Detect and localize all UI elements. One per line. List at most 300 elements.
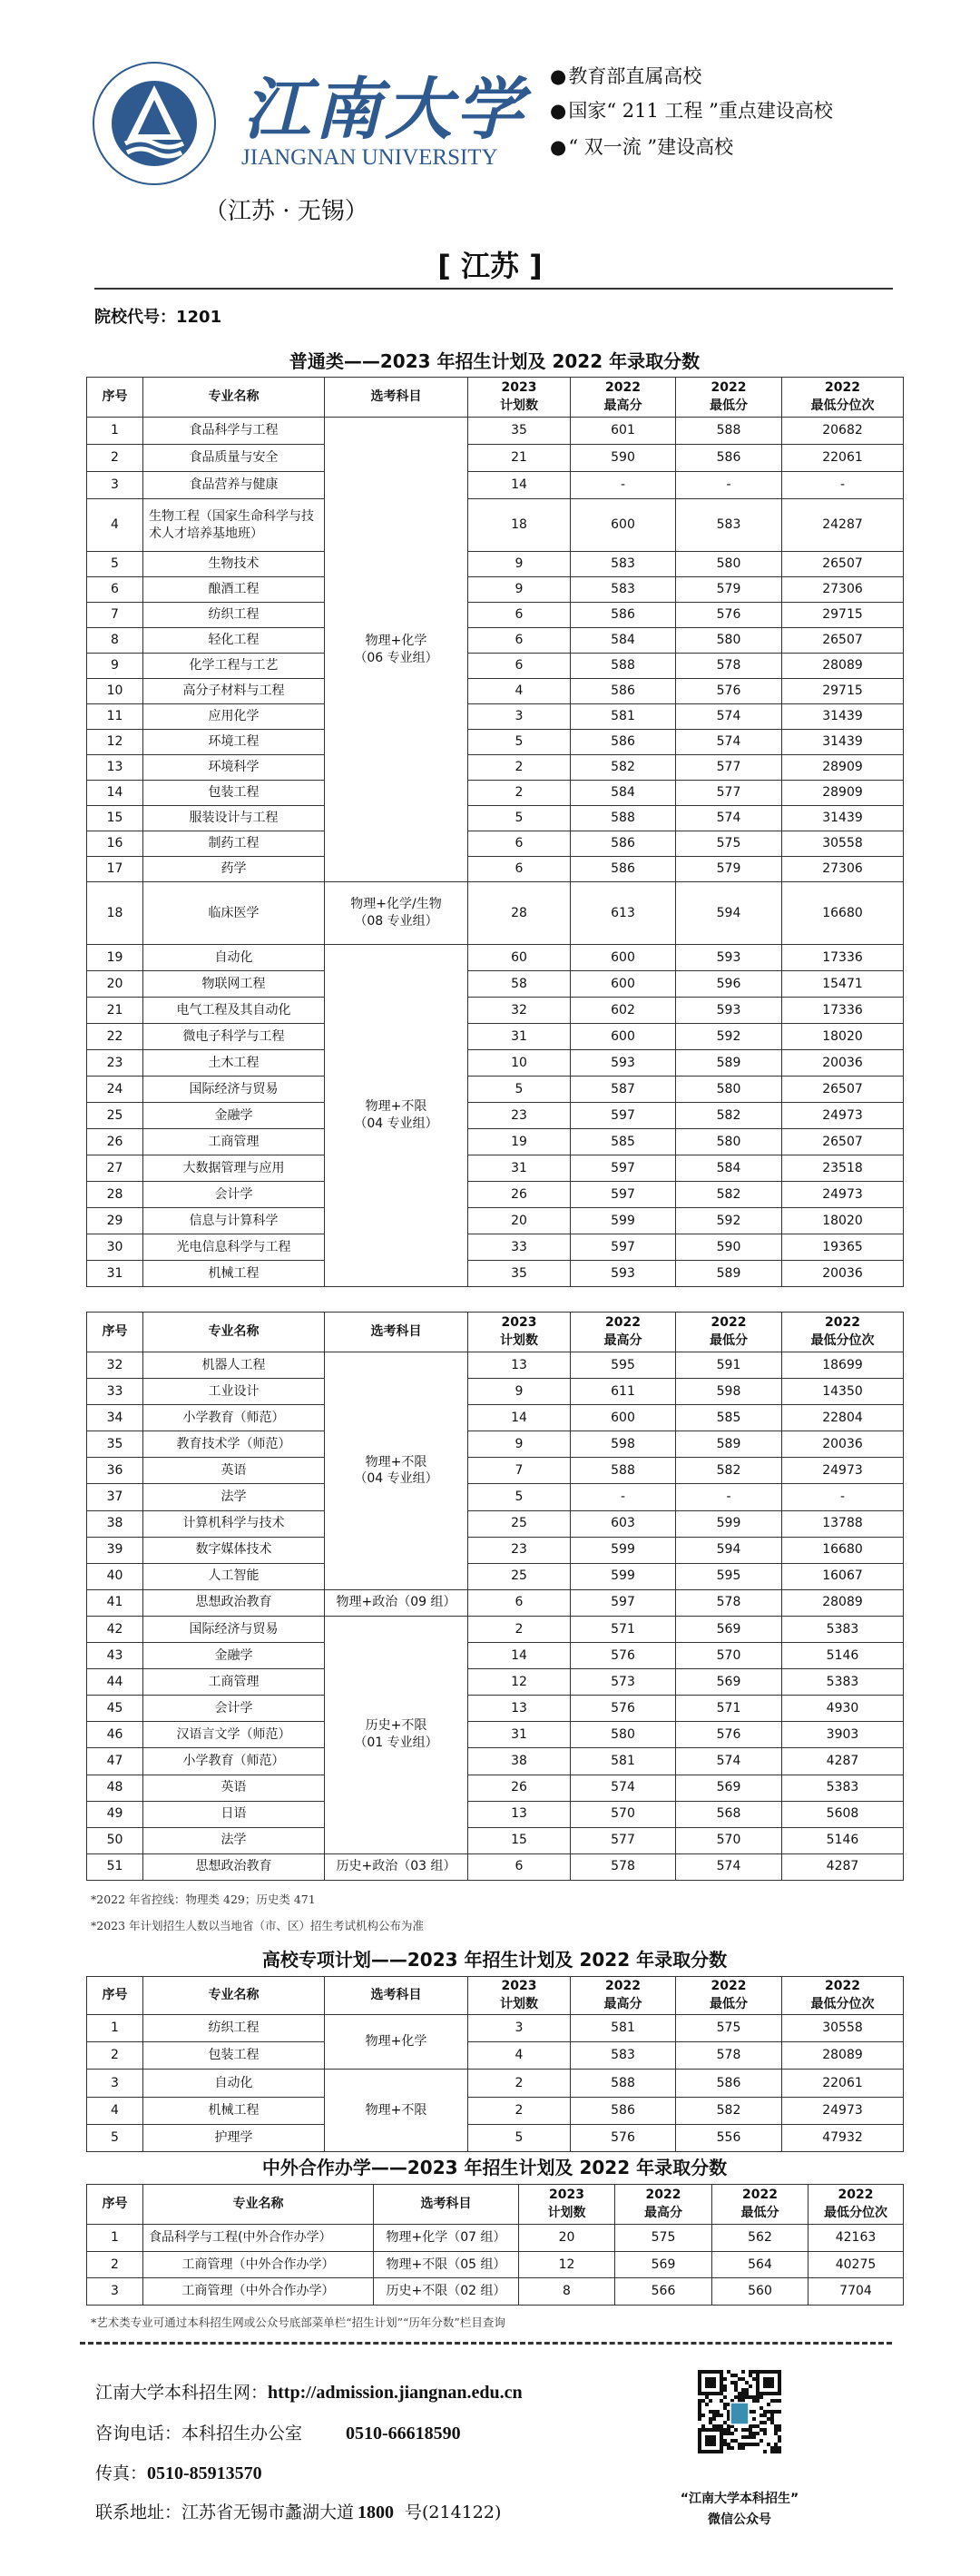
address-number: 1800 xyxy=(358,2502,395,2522)
max-score: 584 xyxy=(571,628,676,654)
plan-count: 5 xyxy=(468,730,571,755)
max-score: 611 xyxy=(571,1379,676,1405)
min-score: 571 xyxy=(676,1696,782,1722)
table-row xyxy=(87,1208,904,1234)
major-name: 思想政治教育 xyxy=(143,1589,325,1616)
max-score: 600 xyxy=(571,971,676,998)
table-row xyxy=(87,882,904,945)
column-header xyxy=(468,1977,571,2015)
table-row xyxy=(87,1050,904,1077)
school-code: 院校代号：1201 xyxy=(94,308,222,327)
max-score: 570 xyxy=(571,1801,676,1827)
major-name: 纺织工程 xyxy=(143,603,325,628)
bullet-2: ● 国家“ 211 工程 ”重点建设高校 xyxy=(550,96,833,123)
subject-text: 物理+不限 xyxy=(365,1099,427,1115)
major-name: 英语 xyxy=(143,1775,325,1801)
table-row xyxy=(87,628,904,654)
max-score: 576 xyxy=(571,1696,676,1722)
score-table-4 xyxy=(86,2184,904,2306)
min-rank: 31439 xyxy=(782,730,904,755)
major-name: 土木工程 xyxy=(143,1050,325,1077)
column-header-text: 最低分位次 xyxy=(810,1332,875,1348)
column-header xyxy=(519,2185,615,2225)
major-name: 药学 xyxy=(143,857,325,882)
table-row xyxy=(87,945,904,971)
column-header-text: 最高分 xyxy=(603,1332,642,1348)
row-number: 3 xyxy=(87,472,143,499)
table-row xyxy=(87,2042,904,2070)
min-rank: 16680 xyxy=(782,1537,904,1563)
plan-count: 9 xyxy=(468,1431,571,1458)
logo-calligraphy: 江南大学 xyxy=(243,71,526,149)
row-number: 2 xyxy=(87,445,143,472)
min-score: 574 xyxy=(676,1748,782,1775)
plan-count: 9 xyxy=(468,1379,571,1405)
plan-count: 13 xyxy=(468,1352,571,1379)
table-row xyxy=(87,1616,904,1642)
major-name: 环境工程 xyxy=(143,730,325,755)
column-header-text: 2022 xyxy=(605,1314,641,1330)
dashed-divider xyxy=(80,2342,892,2345)
location: （江苏 · 无锡） xyxy=(204,198,368,225)
table-row xyxy=(87,1801,904,1827)
subject-text: 历史+政治（03 组） xyxy=(336,1859,456,1874)
max-score: 595 xyxy=(571,1352,676,1379)
table-row xyxy=(87,1563,904,1589)
plan-count: 32 xyxy=(468,998,571,1024)
plan-count: 9 xyxy=(468,577,571,603)
row-number: 10 xyxy=(87,679,143,704)
subject-requirement xyxy=(325,2070,468,2152)
major-name: 金融学 xyxy=(143,1103,325,1129)
column-header-text: 专业名称 xyxy=(208,1323,260,1339)
plan-count: 23 xyxy=(468,1103,571,1129)
min-score: 574 xyxy=(676,704,782,730)
table-row xyxy=(87,1458,904,1484)
row-number: 17 xyxy=(87,857,143,882)
min-score: 582 xyxy=(676,1103,782,1129)
column-header xyxy=(782,1977,904,2015)
major-name: 高分子材料与工程 xyxy=(143,679,325,704)
plan-count: 25 xyxy=(468,1563,571,1589)
major-name: 工商管理（中外合作办学） xyxy=(143,2251,374,2278)
subject-requirement xyxy=(325,1853,468,1880)
column-header xyxy=(143,378,325,418)
subject-requirement xyxy=(325,2015,468,2070)
column-header-text: 2023 xyxy=(501,1314,537,1330)
min-rank: 28089 xyxy=(782,1589,904,1616)
row-number: 20 xyxy=(87,971,143,998)
column-header-text: 2022 xyxy=(825,1314,860,1330)
min-score: 585 xyxy=(676,1405,782,1431)
website-label: 江南大学本科招生网： xyxy=(95,2383,269,2403)
max-score: 601 xyxy=(571,418,676,445)
plan-count: 6 xyxy=(468,831,571,857)
min-rank: 22061 xyxy=(782,445,904,472)
row-number: 13 xyxy=(87,755,143,781)
row-number: 41 xyxy=(87,1589,143,1616)
table-row xyxy=(87,1669,904,1696)
max-score: 613 xyxy=(571,882,676,945)
max-score: 586 xyxy=(571,2097,676,2124)
min-score: 593 xyxy=(676,998,782,1024)
max-score: 585 xyxy=(571,1129,676,1155)
major-name: 应用化学 xyxy=(143,704,325,730)
max-score: 599 xyxy=(571,1537,676,1563)
note-plan: *2023 年计划招生人数以当地省（市、区）招生考试机构公布为准 xyxy=(91,1919,425,1932)
min-score: 592 xyxy=(676,1024,782,1050)
plan-count: 5 xyxy=(468,1077,571,1103)
column-header-text: 计划数 xyxy=(500,1996,538,2011)
max-score: 588 xyxy=(571,1458,676,1484)
row-number: 16 xyxy=(87,831,143,857)
table-row xyxy=(87,1182,904,1208)
min-rank: 26507 xyxy=(782,1077,904,1103)
table-row xyxy=(87,1643,904,1669)
table-row xyxy=(87,831,904,857)
max-score: 581 xyxy=(571,1748,676,1775)
min-rank: 4287 xyxy=(782,1748,904,1775)
major-name: 食品营养与健康 xyxy=(143,472,325,499)
major-name: 金融学 xyxy=(143,1643,325,1669)
max-score: 576 xyxy=(571,2124,676,2151)
plan-count: 2 xyxy=(468,755,571,781)
plan-count: 35 xyxy=(468,1261,571,1287)
major-name: 法学 xyxy=(143,1827,325,1853)
table-row xyxy=(87,998,904,1024)
min-score: 589 xyxy=(676,1431,782,1458)
column-header-text: 序号 xyxy=(102,1323,128,1339)
subject-text: 物理+化学/生物 xyxy=(350,897,442,912)
row-number: 46 xyxy=(87,1722,143,1748)
max-score: 600 xyxy=(571,499,676,552)
row-number: 23 xyxy=(87,1050,143,1077)
column-header-text: 最低分位次 xyxy=(810,1996,875,2011)
column-header xyxy=(676,1313,782,1352)
subject-text: 物理+政治（09 组） xyxy=(336,1595,456,1610)
website-link[interactable]: http://admission.jiangnan.edu.cn xyxy=(268,2383,523,2403)
note-control-line: *2022 年省控线：物理类 429；历史类 471 xyxy=(91,1893,316,1906)
table-row xyxy=(87,2225,904,2252)
table-row xyxy=(87,730,904,755)
row-number: 2 xyxy=(87,2251,143,2278)
min-rank: 23518 xyxy=(782,1155,904,1182)
min-score: 570 xyxy=(676,1643,782,1669)
plan-count: 28 xyxy=(468,882,571,945)
plan-count: 33 xyxy=(468,1234,571,1261)
row-number: 50 xyxy=(87,1827,143,1853)
min-rank: 16067 xyxy=(782,1563,904,1589)
max-score: 598 xyxy=(571,1431,676,1458)
min-score: 582 xyxy=(676,1182,782,1208)
plan-count: 31 xyxy=(468,1722,571,1748)
max-score: 603 xyxy=(571,1510,676,1537)
column-header-text: 选考科目 xyxy=(370,388,422,404)
plan-count: 5 xyxy=(468,2124,571,2151)
fax-label: 传真： xyxy=(95,2463,148,2483)
min-rank: 18020 xyxy=(782,1024,904,1050)
min-score: 589 xyxy=(676,1261,782,1287)
university-logo xyxy=(91,60,218,187)
plan-count: 3 xyxy=(468,704,571,730)
row-number: 1 xyxy=(87,2015,143,2042)
min-rank: 24973 xyxy=(782,1458,904,1484)
row-number: 1 xyxy=(87,418,143,445)
major-name: 自动化 xyxy=(143,945,325,971)
min-rank: 28089 xyxy=(782,654,904,679)
major-name: 酿酒工程 xyxy=(143,577,325,603)
table-row xyxy=(87,679,904,704)
min-rank: 18020 xyxy=(782,1208,904,1234)
row-number: 11 xyxy=(87,704,143,730)
min-score: 564 xyxy=(712,2251,808,2278)
min-score: 578 xyxy=(676,654,782,679)
min-rank: 26507 xyxy=(782,628,904,654)
plan-count: 31 xyxy=(468,1155,571,1182)
column-header-text: 计划数 xyxy=(547,2205,586,2220)
max-score: 586 xyxy=(571,857,676,882)
plan-count: 58 xyxy=(468,971,571,998)
group-code: （04 专业组） xyxy=(354,1471,438,1487)
column-header-text: 2022 xyxy=(710,1314,747,1330)
table-row xyxy=(87,445,904,472)
table-row xyxy=(87,654,904,679)
min-score: 570 xyxy=(676,1827,782,1853)
row-number: 6 xyxy=(87,577,143,603)
table-row xyxy=(87,1775,904,1801)
table-title: 高校专项计划——2023 年招生计划及 2022 年录取分数 xyxy=(261,1949,728,1971)
column-header-text: 最高分 xyxy=(603,1996,642,2011)
plan-count: 6 xyxy=(468,628,571,654)
subject-text: 历史+不限（02 组） xyxy=(386,2284,506,2299)
min-score: - xyxy=(676,1484,782,1510)
min-rank: 20036 xyxy=(782,1261,904,1287)
plan-count: 6 xyxy=(468,603,571,628)
header-row xyxy=(87,1313,904,1352)
plan-count: 6 xyxy=(468,654,571,679)
max-score: 599 xyxy=(571,1208,676,1234)
plan-count: 12 xyxy=(468,1669,571,1696)
column-header-text: 专业名称 xyxy=(208,388,260,404)
column-header-text: 2023 xyxy=(501,1978,537,1993)
table-row xyxy=(87,857,904,882)
subject-text: 物理+化学 xyxy=(365,633,427,648)
max-score: 583 xyxy=(571,552,676,577)
column-header-text: 最低分 xyxy=(740,2205,779,2220)
score-table-3 xyxy=(86,1976,904,2152)
row-number: 28 xyxy=(87,1182,143,1208)
column-header xyxy=(712,2185,808,2225)
min-rank: 30558 xyxy=(782,2015,904,2042)
min-score: 578 xyxy=(676,2042,782,2070)
row-number: 22 xyxy=(87,1024,143,1050)
table-row xyxy=(87,1537,904,1563)
major-name: 小学教育（师范） xyxy=(143,1405,325,1431)
table-row xyxy=(87,1103,904,1129)
min-rank: 14350 xyxy=(782,1379,904,1405)
table-row xyxy=(87,1853,904,1880)
plan-count: 26 xyxy=(468,1775,571,1801)
min-rank: 5383 xyxy=(782,1669,904,1696)
min-rank: - xyxy=(782,472,904,499)
max-score: 583 xyxy=(571,2042,676,2070)
major-name: 数字媒体技术 xyxy=(143,1537,325,1563)
row-number: 34 xyxy=(87,1405,143,1431)
max-score: 581 xyxy=(571,704,676,730)
plan-count: 8 xyxy=(519,2278,615,2306)
min-score: 577 xyxy=(676,781,782,806)
min-rank: 5146 xyxy=(782,1827,904,1853)
column-header-text: 专业名称 xyxy=(232,2196,284,2211)
max-score: 600 xyxy=(571,1405,676,1431)
fax-number: 0510-85913570 xyxy=(147,2463,262,2483)
plan-count: 3 xyxy=(468,2015,571,2042)
max-score: 597 xyxy=(571,1589,676,1616)
table-row xyxy=(87,1261,904,1287)
major-name: 教育技术学（师范） xyxy=(143,1431,325,1458)
score-table-2 xyxy=(86,1312,904,1881)
column-header-text: 2022 xyxy=(825,1978,860,1993)
plan-count: 23 xyxy=(468,1537,571,1563)
score-table-1 xyxy=(86,377,904,1287)
row-number: 35 xyxy=(87,1431,143,1458)
row-number: 21 xyxy=(87,998,143,1024)
min-rank: 28909 xyxy=(782,755,904,781)
min-score: 576 xyxy=(676,1722,782,1748)
min-score: 583 xyxy=(676,499,782,552)
min-rank: 22804 xyxy=(782,1405,904,1431)
min-score: 584 xyxy=(676,1155,782,1182)
column-header xyxy=(468,378,571,418)
min-rank: 28089 xyxy=(782,2042,904,2070)
column-header xyxy=(571,1313,676,1352)
min-rank: 19365 xyxy=(782,1234,904,1261)
min-rank: 29715 xyxy=(782,679,904,704)
table-row xyxy=(87,971,904,998)
max-score: 566 xyxy=(615,2278,712,2306)
subject-text: 物理+不限（05 组） xyxy=(386,2256,506,2272)
table-row xyxy=(87,1589,904,1616)
min-rank: 17336 xyxy=(782,998,904,1024)
plan-count: 6 xyxy=(468,1589,571,1616)
address-label: 联系地址：江苏省无锡市蠡湖大道 xyxy=(95,2502,355,2522)
footer-phone xyxy=(95,2420,461,2444)
row-number: 4 xyxy=(87,499,143,552)
subject-text: 物理+不限 xyxy=(365,1454,427,1470)
min-rank: 5608 xyxy=(782,1801,904,1827)
min-rank: 3903 xyxy=(782,1722,904,1748)
max-score: 590 xyxy=(571,445,676,472)
min-score: 576 xyxy=(676,679,782,704)
column-header xyxy=(87,378,143,418)
major-name: 日语 xyxy=(143,1801,325,1827)
max-score: - xyxy=(571,472,676,499)
min-rank: 24973 xyxy=(782,2097,904,2124)
table-row xyxy=(87,1155,904,1182)
max-score: 600 xyxy=(571,1024,676,1050)
max-score: 588 xyxy=(571,806,676,831)
major-name: 工商管理 xyxy=(143,1129,325,1155)
column-header-text: 最低分位次 xyxy=(824,2205,887,2220)
subject-requirement xyxy=(374,2225,519,2252)
subject-requirement xyxy=(325,418,468,882)
row-number: 39 xyxy=(87,1537,143,1563)
major-name: 电气工程及其自动化 xyxy=(143,998,325,1024)
min-score: 598 xyxy=(676,1379,782,1405)
row-number: 48 xyxy=(87,1775,143,1801)
min-score: 569 xyxy=(676,1669,782,1696)
min-rank: 29715 xyxy=(782,603,904,628)
footer-fax xyxy=(95,2460,262,2484)
row-number: 30 xyxy=(87,1234,143,1261)
max-score: 593 xyxy=(571,1261,676,1287)
row-number: 25 xyxy=(87,1103,143,1129)
column-header xyxy=(468,1313,571,1352)
phone-label: 咨询电话：本科招生办公室 xyxy=(95,2424,303,2443)
min-rank: 5146 xyxy=(782,1643,904,1669)
min-score: 599 xyxy=(676,1510,782,1537)
max-score: 588 xyxy=(571,654,676,679)
min-score: 594 xyxy=(676,882,782,945)
row-number: 40 xyxy=(87,1563,143,1589)
column-header xyxy=(374,2185,519,2225)
row-number: 4 xyxy=(87,2097,143,2124)
header-row xyxy=(87,1977,904,2015)
qr-caption-2: 微信公众号 xyxy=(708,2512,771,2527)
min-score: 580 xyxy=(676,1129,782,1155)
column-header-text: 2023 xyxy=(549,2187,584,2202)
table-row xyxy=(87,2097,904,2124)
row-number: 47 xyxy=(87,1748,143,1775)
plan-count: 13 xyxy=(468,1696,571,1722)
min-rank: 5383 xyxy=(782,1775,904,1801)
max-score: 593 xyxy=(571,1050,676,1077)
table-row xyxy=(87,1405,904,1431)
address-tail: 号(214122) xyxy=(405,2502,502,2522)
bullet-3: ● “ 双一流 ”建设高校 xyxy=(550,133,733,160)
major-name: 制药工程 xyxy=(143,831,325,857)
column-header xyxy=(87,1313,143,1352)
min-score: 582 xyxy=(676,2097,782,2124)
plan-count: 38 xyxy=(468,1748,571,1775)
row-number: 19 xyxy=(87,945,143,971)
major-name: 会计学 xyxy=(143,1696,325,1722)
min-score: 579 xyxy=(676,577,782,603)
row-number: 37 xyxy=(87,1484,143,1510)
table-row xyxy=(87,1722,904,1748)
max-score: 583 xyxy=(571,577,676,603)
row-number: 5 xyxy=(87,2124,143,2151)
column-header xyxy=(325,378,468,418)
plan-count: 5 xyxy=(468,806,571,831)
min-rank: 13788 xyxy=(782,1510,904,1537)
table-row xyxy=(87,2124,904,2151)
max-score: 597 xyxy=(571,1155,676,1182)
min-score: 595 xyxy=(676,1563,782,1589)
subject-text: 物理+不限 xyxy=(365,2102,427,2118)
max-score: 581 xyxy=(571,2015,676,2042)
min-score: 574 xyxy=(676,1853,782,1880)
min-score: 579 xyxy=(676,857,782,882)
min-score: 588 xyxy=(676,418,782,445)
min-rank: 15471 xyxy=(782,971,904,998)
plan-count: 2 xyxy=(468,781,571,806)
wechat-qr-code[interactable] xyxy=(698,2363,781,2475)
table-row xyxy=(87,1234,904,1261)
column-header xyxy=(143,2185,374,2225)
footer-website xyxy=(95,2379,523,2404)
min-rank: 16680 xyxy=(782,882,904,945)
